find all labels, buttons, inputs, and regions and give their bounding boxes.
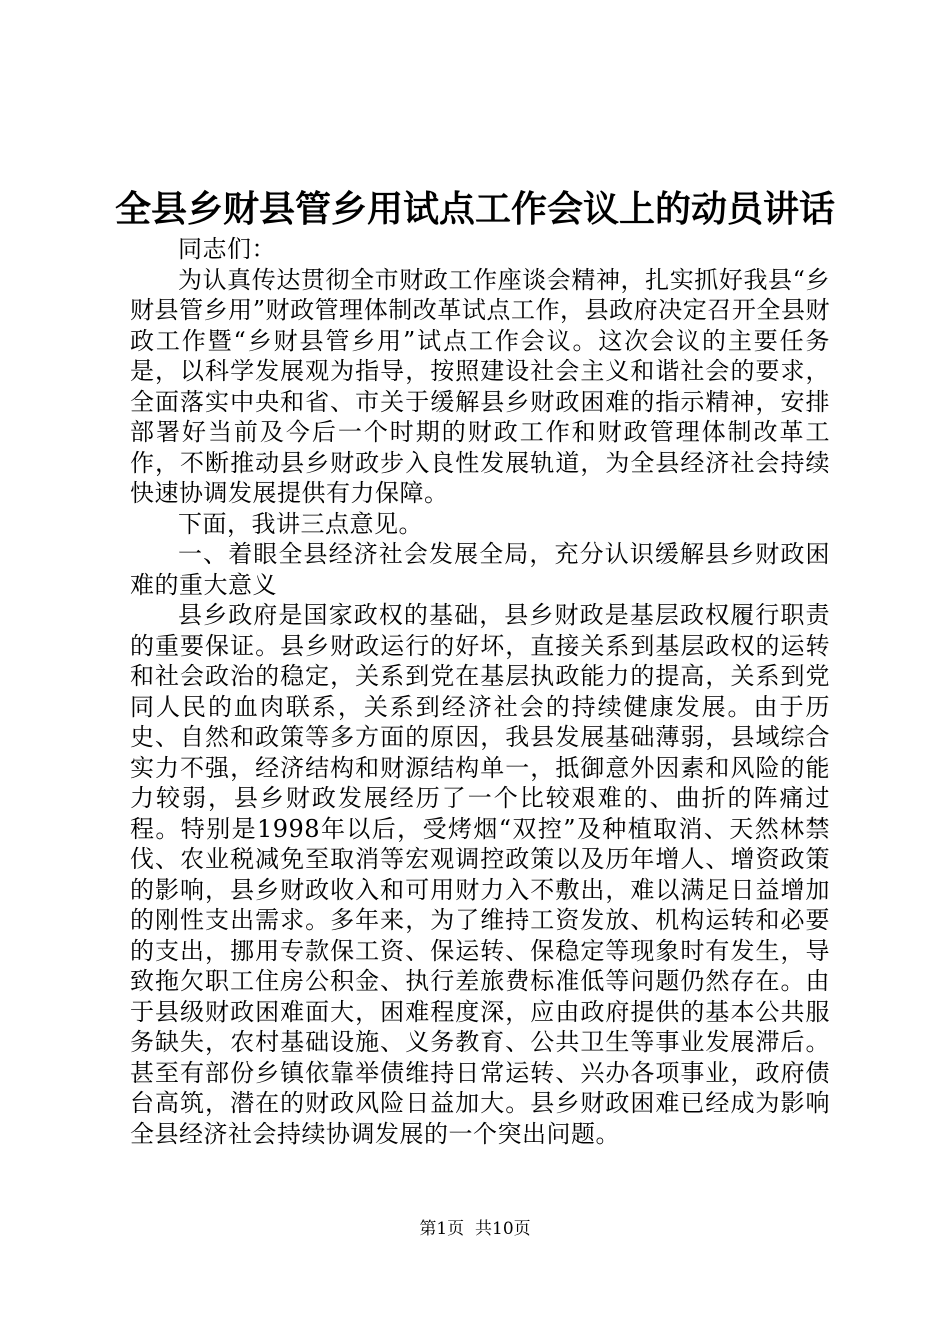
document-title: 全县乡财县管乡用试点工作会议上的动员讲话	[114, 188, 835, 230]
transition-paragraph: 下面，我讲三点意见。	[178, 509, 423, 538]
salutation-paragraph: 同志们：	[178, 235, 276, 263]
page-total: 共10页	[475, 1219, 531, 1239]
body-paragraph: 县乡政府是国家政权的基础，县乡财政是基层政权履行职责的重要保证。县乡财政运行的好坏，直接关系到基层政权的运转和社会政治的稳定，关系到党在基层执政能力的提高，关系到党同人民的血肉联系，关系到经济社会的持续健康发展。由于历史、自然和政策等多方面的原因，我县发展基础薄弱，县域综合实力不强，经济结构和财源结构单一，抵御意外因素和风险的能力较弱，县乡财政发展经历了一个比较艰难的、曲折的阵痛过程。特别是1998年以后，受烤烟“双控”及种植取消、天然林禁伐、农业税减免至取消等宏观调控政策以及历年增人、增资政策的影响，县乡财政收入和可用财力入不敷出，难以满足日益增加的刚性支出需求。多年来，为了维持工资发放、机构运转和必要的支出，挪用专款保工资、保运转、保稳定等现象时有发生，导致拖欠职工住房公积金、执行差旅费标准低等问题仍然存在。由于县级财政困难面大，困难程度深，应由政府提供的基本公共服务缺失，农村基础设施、义务教育、公共卫生等事业发展滞后。甚至有部份乡镇依靠举债维持日常运转、兴办各项事业，政府债台高筑，潜在的财政风险日益加大。县乡财政困难已经成为影响全县经济社会持续协调发展的一个突出问题。	[130, 601, 830, 1148]
page-footer	[0, 1218, 950, 1240]
intro-paragraph: 为认真传达贯彻全市财政工作座谈会精神，扎实抓好我县“乡财县管乡用”财政管理体制改革试点工作，县政府决定召开全县财政工作暨“乡财县管乡用”试点工作会议。这次会议的主要任务是，以科学发展观为指导，按照建设社会主义和谐社会的要求，全面落实中央和省、市关于缓解县乡财政困难的指示精神，安排部署好当前及今后一个时期的财政工作和财政管理体制改革工作，不断推动县乡财政步入良性发展轨道，为全县经济社会持续快速协调发展提供有力保障。	[130, 265, 830, 507]
document-body	[130, 234, 830, 1149]
section-heading: 一、着眼全县经济社会发展全局，充分认识缓解县乡财政困难的重大意义	[130, 540, 830, 599]
page-number: 第1页	[419, 1219, 465, 1239]
